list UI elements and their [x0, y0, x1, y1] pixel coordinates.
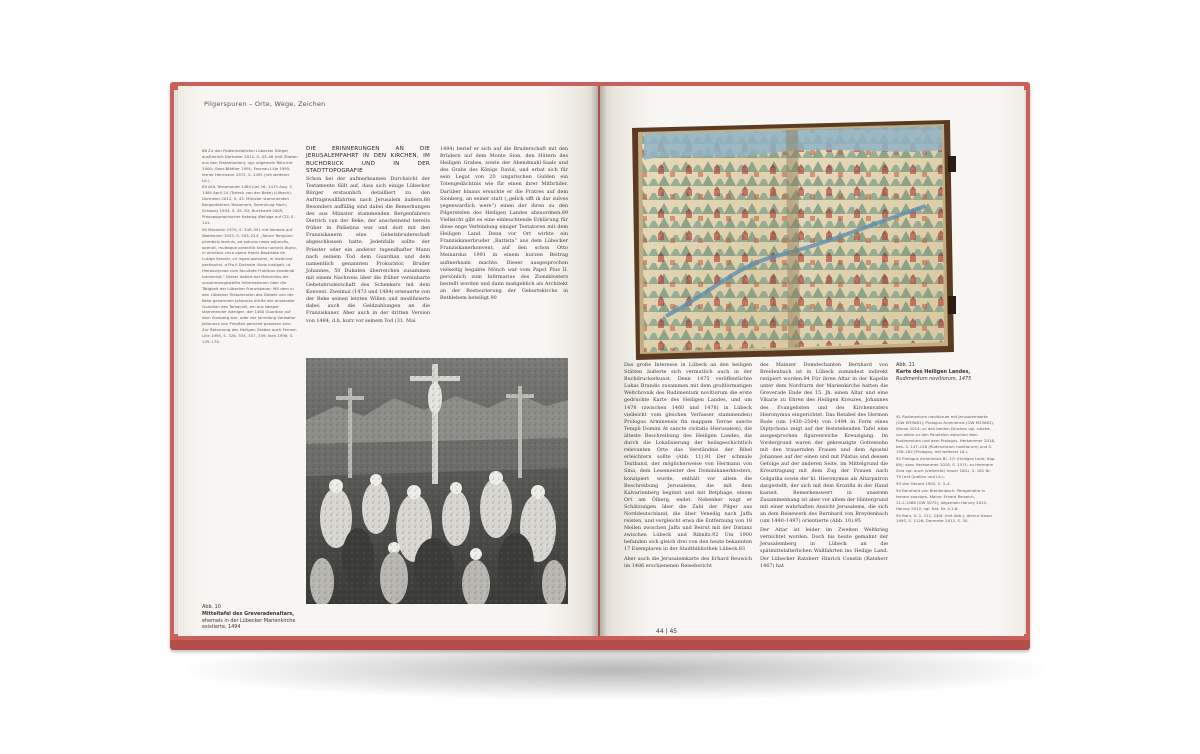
right-column-2-paragraph-1: des Mainzer Domdechanten Bernhard von Breidenbach ist in Lübeck zumindest indirekt rezipiert worden.94 Für ihren Altar in der Kapelle unter dem Nordturm der Marienkirche hatten die Greverade Ende des 15. Jh. einen Altar und eine Vikarie zu Ehren des Heiligen Kreuzes, Johannes des Evangelisten und des Kirchenvaters Hieronymus eingerichtet. Das Retabel des Hermen Rode (um 1430–2504) von 1494 in Form eines Diptychons zeigt auf der feststehenden Tafel eine ausgesprochen figurenreiche Kreuzigung. Im Vordergrund waren der gekreuzigte Gottessohn mit den trauernden Frauen und dem Apostel Johannes auf der einen und mit Pilatus und dessen Gefolge auf der anderen Seite, im Mittelgrund die Kreuztragung mit dem Zug der Frauen nach Golgatha sowie der hl. Hieronymus als Altarpatron dargestellt, der sich mit dem Kruzifix in der Hand kasteit. Bemerkenswert in unserem Zusammenhang ist aber vor allem der Hintergrund mit einer wahrhaften Ansicht Jerusalems, die sich an dem Reisewerk des Bernhard von Breydenbach (um 1440–1497) orientierte (Abb. 10).95 [760, 362, 888, 525]
figure-10-title: Mitteltafel des Greveradenaltars, [202, 610, 295, 617]
holy-land-map-image [626, 116, 956, 360]
left-column-2 [440, 146, 568, 304]
book-gutter [591, 86, 607, 636]
right-column-2-paragraph-2: Der Altar ist leider im Zweiten Weltkrieg vernichtet worden. Doch bis heute gemahnt der Jerusalemberg in Lübeck an die spätmittelalterlichen Wallfahrten ins Heilige Land. Der Lübecker Ratsherr Hinrich Constin (Ratsherr 1467) hat [760, 527, 888, 569]
altar-painting-image [306, 358, 568, 604]
page-numbers: 44 | 45 [656, 628, 678, 635]
figure-11-subtitle: Rudimentum novitiorum, 1475 [896, 375, 972, 382]
footnote-91: 91 Rudimentum novitiorum mit Jerusalemkarte (GW M39061); Prologus Arminensis (GW M33063); Wrona 2014; zu den beiden Drucken vgl. zuletzt, vor allem zu den Parallelen zwischen dem Rudimentum und dem Prologus, Herkommer 2018, bes. S. 147–156 (Rudimentum novitiorum) und S. 156–162 (Prologus, mit weiterer Lit.). [896, 414, 996, 455]
footnote-88: 88 Zu den Palästinafahrten Lübecker Bürger ausführlich Dormeier 2012, S. 43–46 (mit Zitaten aus den Testamenten); vgl. allgemein Röhricht 1900; Ganz-Blättler 1991; Favreau-Lilie 1995; ferner Herrmann 1972, S. 249f. (mit weiterer Lit.). [202, 148, 298, 183]
book-cover-edge [170, 640, 1030, 650]
left-column-1 [306, 146, 430, 327]
figure-11-caption [896, 362, 996, 382]
figure-10-number: Abb. 10 [202, 604, 221, 610]
left-footnotes [202, 148, 298, 346]
right-footnotes [896, 414, 996, 525]
left-column-2-paragraph: 1484) berief er sich auf die Bruderschaft mit den Brüdern auf dem Monte Sion, den Hütern des Heiligen Grabes, sowie der Abendmahl-Saals und des Grabs des Königs David, und erbat sich für sein Legat von 20 ungarischen Gulden ein Totengedächtnis wie für einen ihrer Mitbrüder. Darüber hinaus ersuchte er die Fratres auf dem Sionberg, an seiner statt („gelick offt ik dar sulves yegenwardich were“) einen der ihren zu den Pilgerstelen des Heiligen Landes abzuordnen.89 Vielleicht gibt es eine einleuchtende Erklärung für diese enge Verbindung einiger Testatoren mit dem Heiligen Land. Denn vor Ort wirkte ein Franziskanerbruder „Battista“ aus dem Lübecker Franziskanerkonvent, auf den schon Otto Meinardus 1991 in einem kurzen Beitrag aufmerksam machte. Dieser ausgesprochen vielseitig begabte Mönch war vom Papst Pius II. persönlich zum Infirmarius des Zionsklosters bestellt worden und dann maßgeblich als Architekt an der Restaurierung der Geburtskirche in Bethlehem beteiligt.90 [440, 146, 568, 301]
footnote-93: 93 Von Gerard 1903, S. 3–4. [896, 480, 951, 486]
right-column-1-paragraph-1: Das große Interesse in Lübeck an den heiligen Stätten äußerte sich vermutlich auch in der Buchdruckerkunst. Denn 1475 veröffentlichte Lukas Brandis zusammen mit dem großformatigen Weltchronik des Rudimentum novitiorum die erste gedruckte Karte des Heiligen Landes, und um 1478 (zwischen 1460 und 1478) in Lübeck vielleicht vom gleichen Verfasser stammenden) Prologus Arminensis fin mappam Terrae sancte Templi Domini At sancte civitatis Hierusalem), die älteste Beschreibung des Heiligen Landes, die durch die Lokalisierung der heilsgeschichtlich relevanten Orte das Verständnis der Bibel erleichtern sollte (Abb. 11).91 Der schmale Textband, der möglicherweise von Hermann von Sina, dem Lesemeister des Dominikanerklosters, konzipiert wurde, enthält vor allem die Beschreibung Jerusalems, die mit dem Kalvarienberg beginnt und mit Betphage, einem Ort am Ölberg, endet. Nebenher wagt er Schätzungen über die Zahl der Pilger aus Norddeutschland, die über Venedig nach Jaffa reisten, und vergleicht etwa die Entfernung von 18 Meilen zwischen Jaffa und Beirut mit der Distanz zwischen Lübeck und Ribnitz.92 Um 1900 befanden sich gleich drei von den heute bekannten 17 Exemplaren in der Stadtbibliothek Lübeck.93 [624, 362, 752, 553]
footnote-90: 90 Morantin 1970, S. 349–351 mit Verweis auf Waldmann 1933, S. 203–224; „Totum Templum plumbeis laminis, ad saturas nexis adjunctis, operuit, multaque praeclitti tanto nominis digna, in omnibus circa opera fratris Baptistae de Lukiga Seronti, vir ingenuosissimi, in medicina peritissimi, a Pio II Dictante illudo instigati, ut Hierosolymae cum facultate Fratribus evadendi transmisit.“ Dieser datiert bei Melnerdus die zusammengestellte Informationen über die Tätigkeit der Lübecker Franziskaner. Mit dem in den Lübecker Testamenten des Dübelk von der Beke genannten Johannes dürfte der anstandte Guardian des Tomacelli, ein aus Neapel stammender Adeliger, der 1480 Guardian auf dem Sionberg war, oder der Jahrelang Verwalter Johannes von Preußen gemeint gewesen sein. Zur Betreuung des Heiligen Grabes auch Fenner-Lilie 1995, S. 326, 334, 337, 339; Iken 1998, S. 139–170. [202, 226, 298, 344]
footnote-92: 92 Prologus Arminensis Bl. 17r (Heiliges Land, Kap. 89); dazu Herkommer 2018, S. 157f.; zu Hermann Sina vgl. auch (vielleicht) Hauer 2001, S. 181 Nr. 79 (mit Quellen und Lit.). [896, 456, 996, 480]
right-column-1 [624, 362, 752, 572]
right-column-1-paragraph-2: Aber auch die Jerusalemkarte des Erhard Reuwich im 1486 erschienenen Reisebericht [624, 555, 752, 569]
footnote-89: 89 AHL Testamente 1484 Juni 16, 1473 Aug. 3, 1484 April 24 (Tydeck van der Beke) (Lübeck). Dormeier 2012, S. 43. Münster stammenden Bergenfahrers Testament, Sammlung Hach; Schwarz 1994, S. 45, 83; Burkhardt 2009, Prosopographischer Katalog (Beilage auf CD) S. 141. [202, 184, 295, 225]
footnote-94: 94 Bernhard von Breidenbach: Peregrinatio in terram sanctam, Mainz: Erhard Reuwich, 11.2.1486 (GW 5075); allgemein Harvey 2012; Harvey 2012; vgl. Kat. Nr. 4.1.6. [896, 487, 988, 511]
figure-11-title: Karte des Heiligen Landes, [896, 368, 971, 375]
figure-10-caption [202, 604, 298, 631]
section-heading: DIE ERINNERUNGEN AN DIE JERUSALEMFAHRT IN DEN KIRCHEN, IM BUCHDRUCK UND IN DER STADTTOPOGRAFIE [306, 146, 430, 175]
running-head: Pilgerspuren – Orte, Wege, Zeichen [204, 100, 326, 108]
figure-10-subtitle: ehemals in der Lübecker Marienkirche existierte, 1494 [202, 617, 296, 631]
figure-11-number: Abb. 11 [896, 362, 915, 368]
footnote-95: 95 Bahr, S. 2, 211, 240f. (mit Abb.); Alimur Hauer 1993, S. 1126; Dormeier 2012, S. 50. [896, 512, 993, 524]
left-column-1-paragraph: Schon bei der aufmerksamen Durchsicht der Testamente fällt auf, dass sich einige Lübecker Bürger erstaunlich detailliert zu den Auftragswallfahrten nach Jerusalem äußern.88 Besonders auffällig sind dabei die Bemerkungen des aus Münster stammenden Bergenfahrers Dietrich van der Beke, der anscheinend bereits früher in Palästina war und dort mit den Franziskanern eine Gebetsbruderschaft abgeschlossen hatte. Jedenfalls sollte der Priester oder ein anderer tugendhafter Mann nach seinem Tod dem Guardian und dem namentlich genannten Prokurator, Bruder Johannes, 50 Dukaten überreichen zusammen mit einem Nachweis über die früher vereinbarte Gebetsbruderschaft des Schenkers mit dem Konvent. Zweimal (1473 und 1484) erneuerte von der Beke seinen letzten Willen und modifizierte dabei auch die Geldzahlungen an die Franziskaner. Aber auch in der dritten Version von 1484, d.h. kurz vor seinem Tod (31. Mai [306, 175, 430, 324]
right-column-2 [760, 362, 888, 572]
